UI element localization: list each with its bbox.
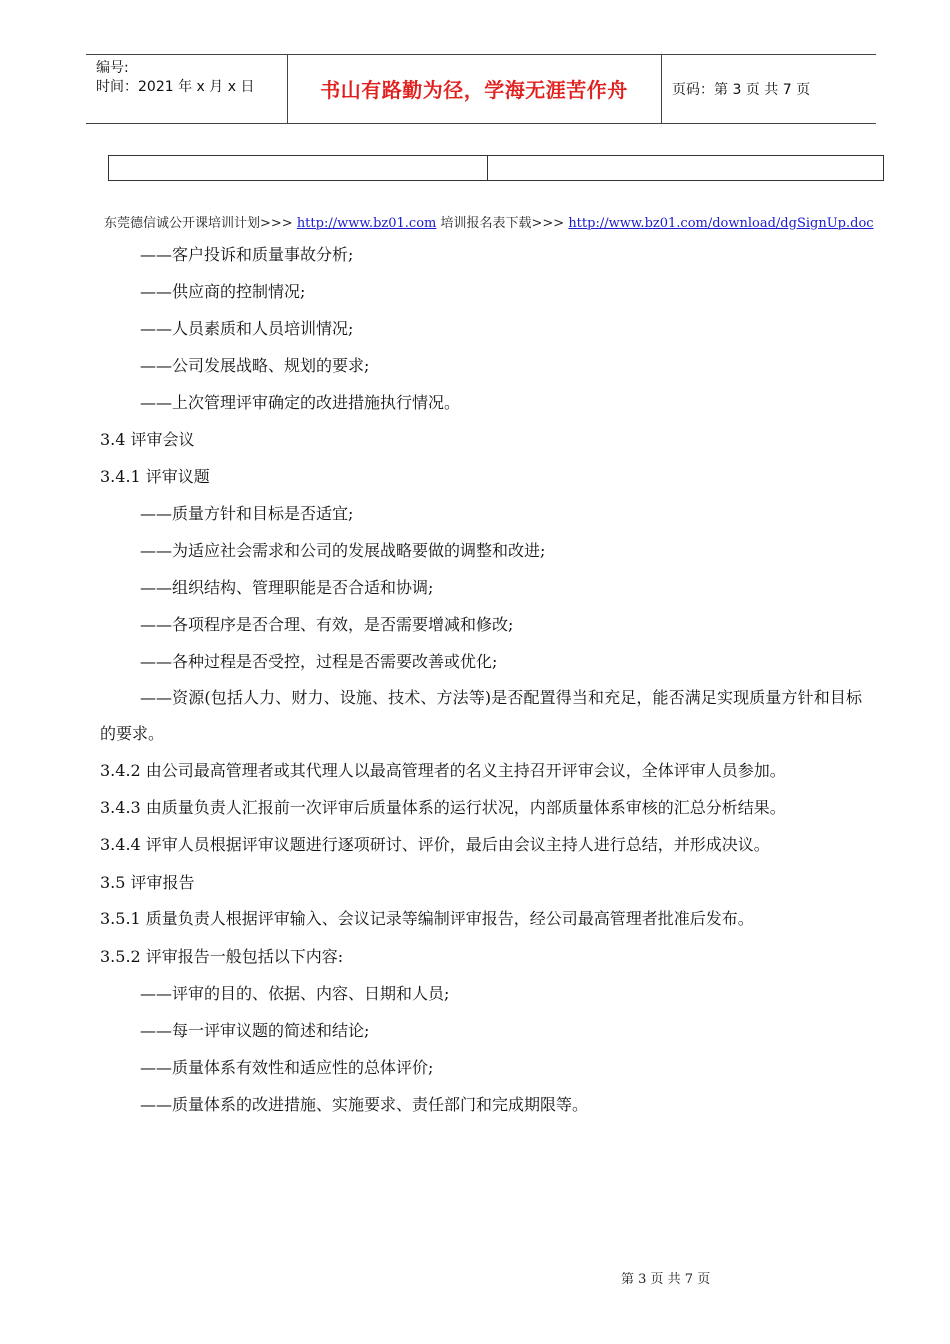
table-divider — [487, 156, 488, 180]
section-heading: 3.5 评审报告 — [100, 873, 195, 892]
page-footer: 第 3 页 共 7 页 — [621, 1272, 711, 1287]
ad-link-home[interactable]: http://www.bz01.com — [296, 216, 437, 231]
paragraph: 3.4.3 由质量负责人汇报前一次评审后质量体系的运行状况，内部质量体系审核的汇总分析结果。 — [100, 798, 786, 817]
list-item: ——供应商的控制情况; — [140, 282, 306, 301]
paragraph: 3.4.2 由公司最高管理者或其代理人以最高管理者的名义主持召开评审会议，全体评审人员参加。 — [100, 761, 786, 780]
list-item: ——为适应社会需求和公司的发展战略要做的调整和改进; — [140, 541, 546, 560]
paragraph: 3.5.1 质量负责人根据评审输入、会议记录等编制评审报告，经公司最高管理者批准后发布。 — [100, 909, 754, 928]
list-item: ——人员素质和人员培训情况; — [140, 319, 354, 338]
list-item: ——每一评审议题的简述和结论; — [140, 1021, 370, 1040]
list-item: ——质量体系的改进措施、实施要求、责任部门和完成期限等。 — [140, 1095, 589, 1114]
header-meta — [96, 59, 254, 97]
header-page-label: 页码：第 3 页 共 7 页 — [672, 82, 811, 98]
list-item: ——公司发展战略、规划的要求; — [140, 356, 370, 375]
ad-line — [104, 212, 874, 231]
list-item: ——各项程序是否合理、有效，是否需要增减和修改; — [140, 615, 514, 634]
subsection-heading: 3.4.1 评审议题 — [100, 467, 210, 486]
list-item: ——资源(包括人力、财力、设施、技术、方法等)是否配置得当和充足，能否满足实现质量方针和目标的要求。 — [100, 688, 862, 743]
ad-middle: 培训报名表下载>>> — [436, 216, 569, 231]
header-divider-right — [661, 55, 662, 123]
page-header — [86, 54, 876, 124]
serial-label: 编号: — [96, 60, 129, 76]
ad-link-signup[interactable]: http://www.bz01.com/download/dgSignUp.doc — [568, 216, 874, 231]
list-item: ——质量方针和目标是否适宜; — [140, 504, 354, 523]
list-item: ——上次管理评审确定的改进措施执行情况。 — [140, 393, 461, 412]
document-body — [100, 236, 862, 1123]
list-item: ——质量体系有效性和适应性的总体评价; — [140, 1058, 434, 1077]
list-item: ——组织结构、管理职能是否合适和协调; — [140, 578, 434, 597]
section-heading: 3.4 评审会议 — [100, 430, 195, 449]
ad-prefix: 东莞德信诚公开课培训计划>>> — [104, 216, 297, 231]
list-item: ——各种过程是否受控，过程是否需要改善或优化; — [140, 652, 498, 671]
list-item: ——评审的目的、依据、内容、日期和人员; — [140, 984, 450, 1003]
paragraph: 3.4.4 评审人员根据评审议题进行逐项研讨、评价，最后由会议主持人进行总结，并形成决议。 — [100, 835, 770, 854]
time-label: 时间：2021 年 x 月 x 日 — [96, 79, 255, 95]
header-motto: 书山有路勤为径，学海无涯苦作舟 — [320, 78, 628, 102]
paragraph: 3.5.2 评审报告一般包括以下内容: — [100, 947, 344, 966]
list-item: ——客户投诉和质量事故分析; — [140, 245, 354, 264]
empty-table-row — [108, 155, 884, 181]
